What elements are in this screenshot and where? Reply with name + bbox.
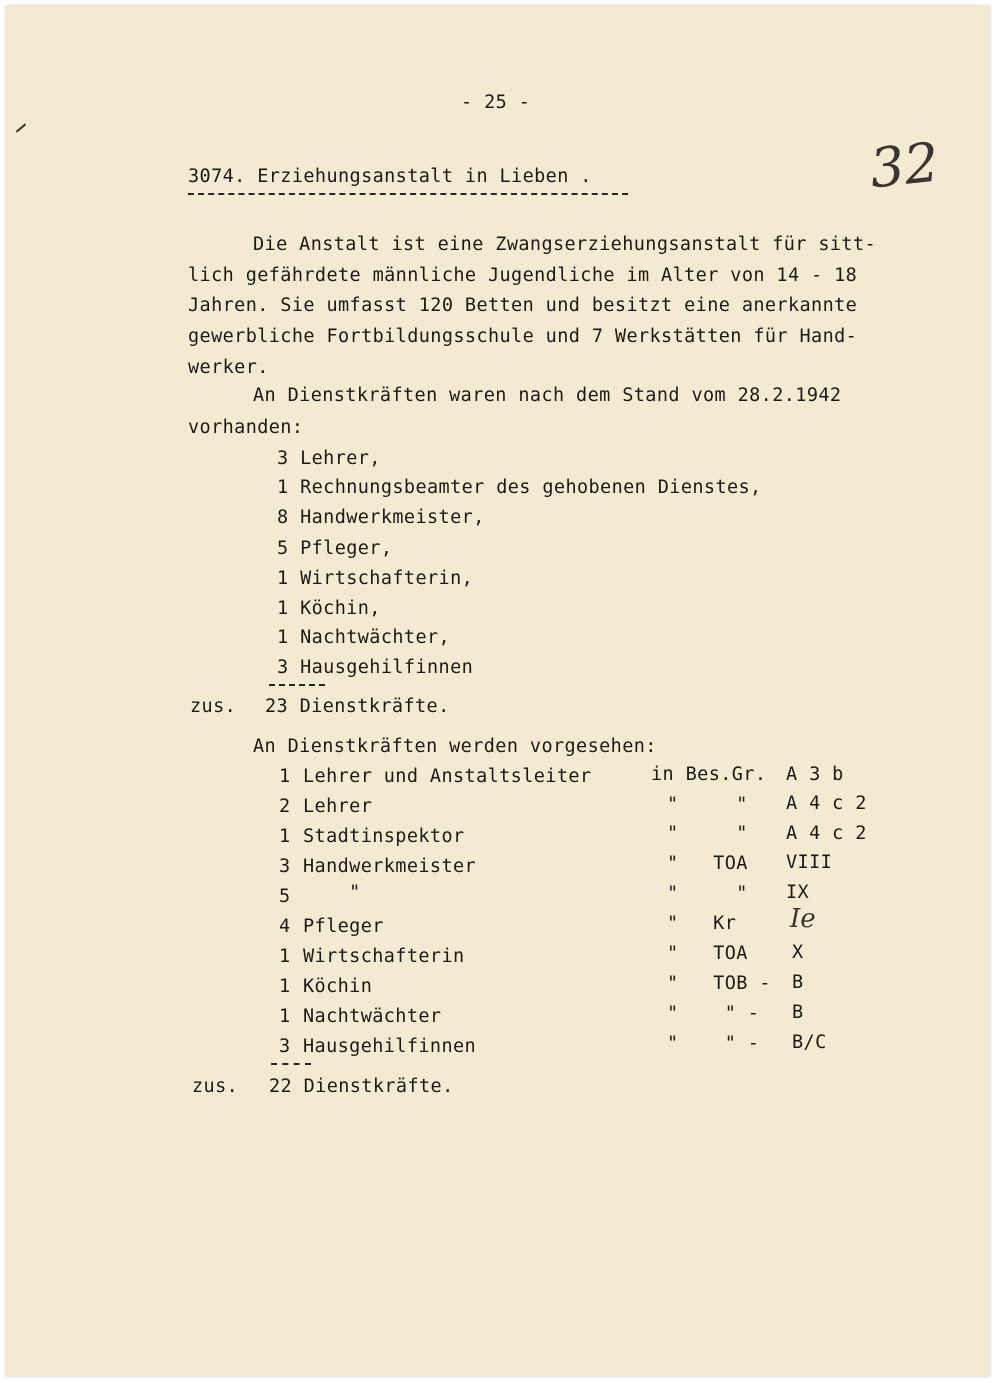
planned-count: 1 [279, 976, 291, 997]
page-number: - 25 - [461, 92, 531, 113]
planned-count: 2 [279, 796, 291, 817]
planned-pay-scale: " " [667, 823, 748, 844]
current-total: 23 Dienstkräfte. [265, 696, 450, 717]
planned-pay-group: A 4 c 2 [786, 793, 867, 814]
planned-pay-scale: " " [667, 883, 748, 904]
planned-total: 22 Dienstkräfte. [269, 1076, 454, 1097]
sum-rule [269, 684, 325, 686]
planned-pay-scale: " Kr [667, 913, 737, 934]
planned-pay-group: IX [786, 882, 810, 903]
planned-count: 1 [279, 1006, 291, 1027]
planned-pay-scale: " " - [667, 1003, 760, 1024]
paragraph-line: Die Anstalt ist eine Zwangserziehungsanstalt für sitt- [253, 234, 877, 255]
total-prefix: zus. [192, 1076, 239, 1097]
handwritten-page-number: 32 [866, 130, 942, 201]
staff-list-item: 3 Hausgehilfinnen [277, 657, 474, 678]
planned-pay-group: B [792, 1002, 804, 1023]
planned-role: Hausgehilfinnen [303, 1036, 477, 1057]
planned-role: " [303, 882, 361, 903]
planned-count: 3 [279, 1036, 291, 1057]
planned-pay-scale: " " [667, 794, 748, 815]
planned-pay-scale: " TOA [667, 943, 748, 964]
planned-pay-scale: " TOA [667, 853, 748, 874]
planned-role: Lehrer [303, 796, 373, 817]
total-prefix: zus. [190, 696, 237, 717]
planned-role: Lehrer und Anstaltsleiter [303, 766, 592, 787]
staff-list-item: 8 Handwerkmeister, [277, 507, 485, 528]
planned-role: Wirtschafterin [303, 946, 465, 967]
planned-count: 1 [279, 826, 291, 847]
planned-pay-group: B/C [792, 1032, 827, 1053]
section-heading: 3074. Erziehungsanstalt in Lieben . [188, 166, 592, 187]
planned-pay-scale: in Bes.Gr. [651, 764, 767, 785]
staff-list-item: 5 Pfleger, [277, 538, 393, 559]
document-page [6, 6, 990, 1376]
staff-list-item: 1 Wirtschafterin, [277, 568, 474, 589]
planned-role: Stadtinspektor [303, 826, 465, 847]
planned-count: 4 [279, 916, 291, 937]
planned-intro: An Dienstkräften werden vorgesehen: [253, 736, 657, 757]
planned-role: Nachtwächter [303, 1006, 442, 1027]
planned-role: Pfleger [303, 916, 384, 937]
planned-pay-group: A 4 c 2 [786, 823, 867, 844]
paragraph-line: Jahren. Sie umfasst 120 Betten und besitzt eine anerkannte [188, 295, 858, 316]
planned-count: 3 [279, 856, 291, 877]
planned-pay-group: X [792, 942, 804, 963]
staff-intro-line: vorhanden: [188, 417, 304, 438]
planned-role: Handwerkmeister [303, 856, 477, 877]
staff-list-item: 1 Köchin, [277, 598, 381, 619]
planned-pay-scale: " TOB - [667, 973, 771, 994]
planned-pay-scale: " " - [667, 1033, 760, 1054]
margin-mark [16, 123, 26, 132]
planned-role: Köchin [303, 976, 373, 997]
staff-intro-line: An Dienstkräften waren nach dem Stand vom 28.2.1942 [253, 385, 842, 406]
planned-count: 5 [279, 886, 291, 907]
staff-list-item: 1 Rechnungsbeamter des gehobenen Dienstes, [277, 477, 762, 498]
planned-pay-group: A 3 b [786, 764, 844, 785]
heading-underline [188, 193, 628, 195]
planned-count: 1 [279, 766, 291, 787]
staff-list-item: 1 Nachtwächter, [277, 627, 451, 648]
staff-list-item: 3 Lehrer, [277, 448, 381, 469]
planned-count: 1 [279, 946, 291, 967]
planned-pay-group-handwritten: Ie [790, 904, 816, 934]
paragraph-line: lich gefährdete männliche Jugendliche im Alter von 14 - 18 [188, 265, 858, 286]
sum-rule [271, 1063, 311, 1065]
planned-pay-group: VIII [786, 852, 833, 873]
paragraph-line: werker. [188, 357, 269, 378]
planned-pay-group: B [792, 972, 804, 993]
paragraph-line: gewerbliche Fortbildungsschule und 7 Werkstätten für Hand- [188, 326, 858, 347]
